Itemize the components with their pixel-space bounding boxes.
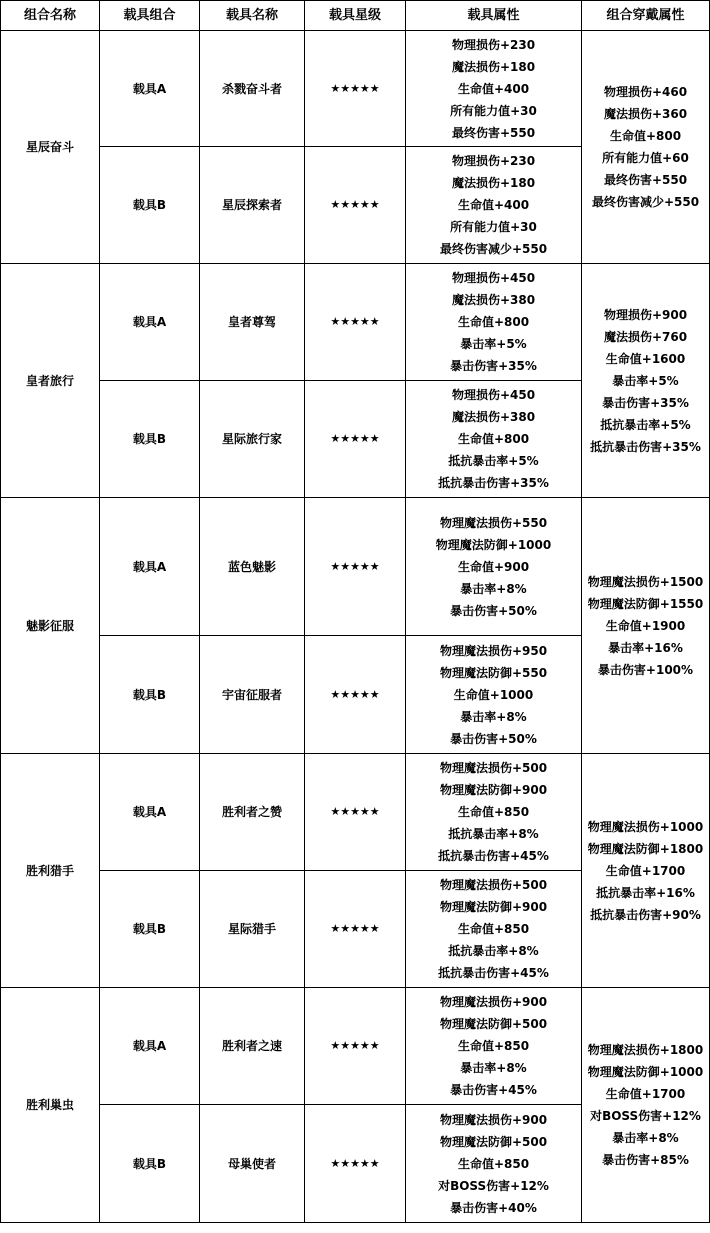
vehicle-attr-line: 生命值+850 xyxy=(457,1039,530,1053)
vehicle-slot-cell: 载具B xyxy=(100,636,200,754)
vehicle-attr-line: 暴击率+5% xyxy=(460,337,527,351)
vehicle-attr-line: 物理魔法损伤+500 xyxy=(439,761,548,775)
vehicle-stars-cell: ★★★★★ xyxy=(305,264,406,381)
vehicle-attr-line: 暴击伤害+50% xyxy=(450,731,537,746)
vehicle-attr-line: 暴击率+8% xyxy=(460,581,527,596)
vehicle-attr-line: 生命值+400 xyxy=(457,198,530,212)
vehicle-attr-line: 抵抗暴击率+8% xyxy=(448,827,539,841)
vehicle-name-cell: 胜利者之速 xyxy=(200,988,305,1105)
vehicle-attr-line: 物理损伤+450 xyxy=(451,271,536,285)
vehicle-name-cell: 蓝色魅影 xyxy=(200,498,305,636)
vehicle-stars-cell: ★★★★★ xyxy=(305,754,406,871)
combo-attr-line: 物理损伤+900 xyxy=(603,307,688,322)
combo-attr-line: 暴击伤害+35% xyxy=(602,395,689,410)
combo-attr-line: 对BOSS伤害+12% xyxy=(590,1109,701,1123)
vehicle-attrs-cell xyxy=(406,147,582,264)
table-row xyxy=(1,31,710,147)
vehicle-attr-line: 物理魔法损伤+500 xyxy=(439,878,548,892)
combo-attr-line: 生命值+1700 xyxy=(605,1087,686,1101)
vehicle-slot-cell: 载具A xyxy=(100,498,200,636)
vehicle-attr-line: 暴击率+8% xyxy=(460,709,527,724)
vehicle-attr-line: 物理魔法防御+550 xyxy=(439,665,548,680)
combo-attrs-cell xyxy=(582,498,710,754)
combo-name-cell: 魅影征服 xyxy=(1,498,100,754)
vehicle-stars-cell: ★★★★★ xyxy=(305,1105,406,1223)
vehicle-attr-line: 暴击伤害+45% xyxy=(450,1083,537,1097)
combo-attr-line: 最终伤害减少+550 xyxy=(591,195,700,209)
vehicle-attr-line: 抵抗暴击伤害+35% xyxy=(438,476,549,490)
vehicle-attr-line: 抵抗暴击伤害+45% xyxy=(438,849,549,863)
combo-attr-line: 魔法损伤+760 xyxy=(603,329,688,344)
vehicle-attrs-cell xyxy=(406,871,582,988)
vehicle-name-cell: 皇者尊驾 xyxy=(200,264,305,381)
vehicle-slot-cell: 载具B xyxy=(100,147,200,264)
vehicle-attr-line: 暴击伤害+40% xyxy=(450,1200,537,1215)
combo-attr-line: 暴击率+8% xyxy=(612,1131,679,1145)
combo-attr-line: 物理魔法防御+1000 xyxy=(587,1065,704,1079)
combo-attrs-cell xyxy=(582,31,710,264)
table-row xyxy=(1,498,710,636)
combo-attr-line: 物理魔法损伤+1500 xyxy=(587,574,704,589)
vehicle-attrs-cell xyxy=(406,636,582,754)
vehicle-attr-line: 生命值+800 xyxy=(457,432,530,446)
vehicle-attr-line: 抵抗暴击伤害+45% xyxy=(438,966,549,980)
vehicle-stars-cell: ★★★★★ xyxy=(305,147,406,264)
vehicle-attrs-cell xyxy=(406,264,582,381)
vehicle-attrs-cell xyxy=(406,31,582,147)
combo-attrs-cell xyxy=(582,988,710,1223)
vehicle-attr-line: 最终伤害减少+550 xyxy=(439,242,548,256)
combo-attr-line: 生命值+1900 xyxy=(605,618,686,633)
combo-name-cell: 胜利猎手 xyxy=(1,754,100,988)
vehicle-attr-line: 暴击伤害+50% xyxy=(450,603,537,618)
header-row xyxy=(1,1,710,31)
vehicle-stars-cell: ★★★★★ xyxy=(305,636,406,754)
combo-attr-line: 物理魔法损伤+1800 xyxy=(587,1043,704,1057)
vehicle-attr-line: 物理魔法损伤+550 xyxy=(439,515,548,530)
vehicle-slot-cell: 载具B xyxy=(100,871,200,988)
vehicle-attrs-cell xyxy=(406,754,582,871)
vehicle-attrs-cell xyxy=(406,1105,582,1223)
combo-attrs-cell xyxy=(582,754,710,988)
combo-name-cell: 胜利巢虫 xyxy=(1,988,100,1223)
vehicle-attr-line: 物理损伤+450 xyxy=(451,388,536,402)
vehicle-slot-cell: 载具A xyxy=(100,31,200,147)
combo-attr-line: 最终伤害+550 xyxy=(603,173,688,187)
vehicle-stars-cell: ★★★★★ xyxy=(305,871,406,988)
combo-attr-line: 魔法损伤+360 xyxy=(603,107,688,121)
table-row xyxy=(1,264,710,381)
vehicle-name-cell: 胜利者之赞 xyxy=(200,754,305,871)
header-vehicle-slot: 载具组合 xyxy=(100,1,200,31)
combo-attr-line: 所有能力值+60 xyxy=(602,151,689,165)
combo-name-cell: 皇者旅行 xyxy=(1,264,100,498)
vehicle-name-cell: 星际猎手 xyxy=(200,871,305,988)
vehicle-attr-line: 所有能力值+30 xyxy=(450,103,537,118)
vehicle-attr-line: 物理魔法损伤+900 xyxy=(439,995,548,1009)
vehicle-attr-line: 对BOSS伤害+12% xyxy=(438,1178,549,1193)
vehicle-attr-line: 物理损伤+230 xyxy=(451,154,536,168)
combo-attr-line: 抵抗暴击伤害+90% xyxy=(590,907,701,922)
vehicle-attr-line: 魔法损伤+180 xyxy=(451,176,536,190)
vehicle-name-cell: 杀戮奋斗者 xyxy=(200,31,305,147)
vehicle-name-cell: 星际旅行家 xyxy=(200,381,305,498)
combo-attr-line: 暴击率+16% xyxy=(608,640,683,655)
header-vehicle-stars: 载具星级 xyxy=(305,1,406,31)
combo-name-cell: 星辰奋斗 xyxy=(1,31,100,264)
combo-attrs-cell xyxy=(582,264,710,498)
combo-attr-line: 物理魔法损伤+1000 xyxy=(587,819,704,834)
vehicle-attr-line: 物理魔法防御+900 xyxy=(439,783,548,797)
table-row xyxy=(1,988,710,1105)
vehicle-slot-cell: 载具A xyxy=(100,754,200,871)
table-body xyxy=(1,31,710,1223)
vehicle-attrs-cell xyxy=(406,988,582,1105)
vehicle-attr-line: 生命值+1000 xyxy=(453,687,534,702)
combo-attr-line: 暴击伤害+85% xyxy=(602,1153,689,1167)
combo-attr-line: 抵抗暴击率+16% xyxy=(596,885,695,900)
vehicle-stars-cell: ★★★★★ xyxy=(305,31,406,147)
header-vehicle-attrs: 载具属性 xyxy=(406,1,582,31)
table-row xyxy=(1,754,710,871)
vehicle-attr-line: 魔法损伤+380 xyxy=(451,293,536,307)
vehicle-attr-line: 抵抗暴击率+5% xyxy=(448,454,539,468)
vehicle-slot-cell: 载具A xyxy=(100,264,200,381)
header-vehicle-name: 载具名称 xyxy=(200,1,305,31)
vehicle-name-cell: 母巢使者 xyxy=(200,1105,305,1223)
header-combo-name: 组合名称 xyxy=(1,1,100,31)
vehicle-stars-cell: ★★★★★ xyxy=(305,988,406,1105)
vehicle-attr-line: 生命值+400 xyxy=(457,81,530,96)
vehicle-stars-cell: ★★★★★ xyxy=(305,498,406,636)
vehicle-attr-line: 暴击伤害+35% xyxy=(450,359,537,373)
vehicle-attr-line: 生命值+900 xyxy=(457,559,530,574)
vehicle-slot-cell: 载具B xyxy=(100,381,200,498)
vehicle-attr-line: 生命值+850 xyxy=(457,805,530,819)
combo-attr-line: 暴击率+5% xyxy=(612,373,679,388)
vehicle-attr-line: 暴击率+8% xyxy=(460,1061,527,1075)
combo-attr-line: 生命值+1700 xyxy=(605,863,686,878)
combo-attr-line: 物理损伤+460 xyxy=(603,85,688,99)
vehicle-attrs-cell xyxy=(406,498,582,636)
vehicle-slot-cell: 载具A xyxy=(100,988,200,1105)
vehicle-attr-line: 物理魔法防御+500 xyxy=(439,1134,548,1149)
vehicle-attr-line: 魔法损伤+380 xyxy=(451,410,536,424)
vehicle-name-cell: 星辰探索者 xyxy=(200,147,305,264)
vehicle-slot-cell: 载具B xyxy=(100,1105,200,1223)
vehicle-attr-line: 生命值+850 xyxy=(457,922,530,936)
combo-attr-line: 生命值+1600 xyxy=(605,351,686,366)
vehicle-attr-line: 生命值+850 xyxy=(457,1156,530,1171)
vehicle-attr-line: 所有能力值+30 xyxy=(450,220,537,234)
vehicle-attr-line: 物理魔法损伤+950 xyxy=(439,643,548,658)
vehicle-attr-line: 物理损伤+230 xyxy=(451,37,536,52)
combo-attr-line: 暴击伤害+100% xyxy=(597,662,694,677)
vehicle-attr-line: 物理魔法损伤+900 xyxy=(439,1112,548,1127)
vehicle-name-cell: 宇宙征服者 xyxy=(200,636,305,754)
combo-attr-line: 生命值+800 xyxy=(609,129,682,143)
combo-attr-line: 物理魔法防御+1800 xyxy=(587,841,704,856)
vehicle-stars-cell: ★★★★★ xyxy=(305,381,406,498)
vehicle-attr-line: 魔法损伤+180 xyxy=(451,59,536,74)
header-combo-attrs: 组合穿戴属性 xyxy=(582,1,710,31)
vehicle-attr-line: 生命值+800 xyxy=(457,315,530,329)
vehicle-attr-line: 最终伤害+550 xyxy=(451,125,536,140)
vehicle-attr-line: 物理魔法防御+1000 xyxy=(435,537,552,552)
vehicle-attr-line: 物理魔法防御+900 xyxy=(439,900,548,914)
vehicle-attr-line: 物理魔法防御+500 xyxy=(439,1017,548,1031)
combo-attr-line: 抵抗暴击伤害+35% xyxy=(590,439,701,454)
combo-attr-line: 抵抗暴击率+5% xyxy=(600,417,691,432)
vehicle-attrs-cell xyxy=(406,381,582,498)
combo-attr-line: 物理魔法防御+1550 xyxy=(587,596,704,611)
vehicle-attr-line: 抵抗暴击率+8% xyxy=(448,944,539,958)
